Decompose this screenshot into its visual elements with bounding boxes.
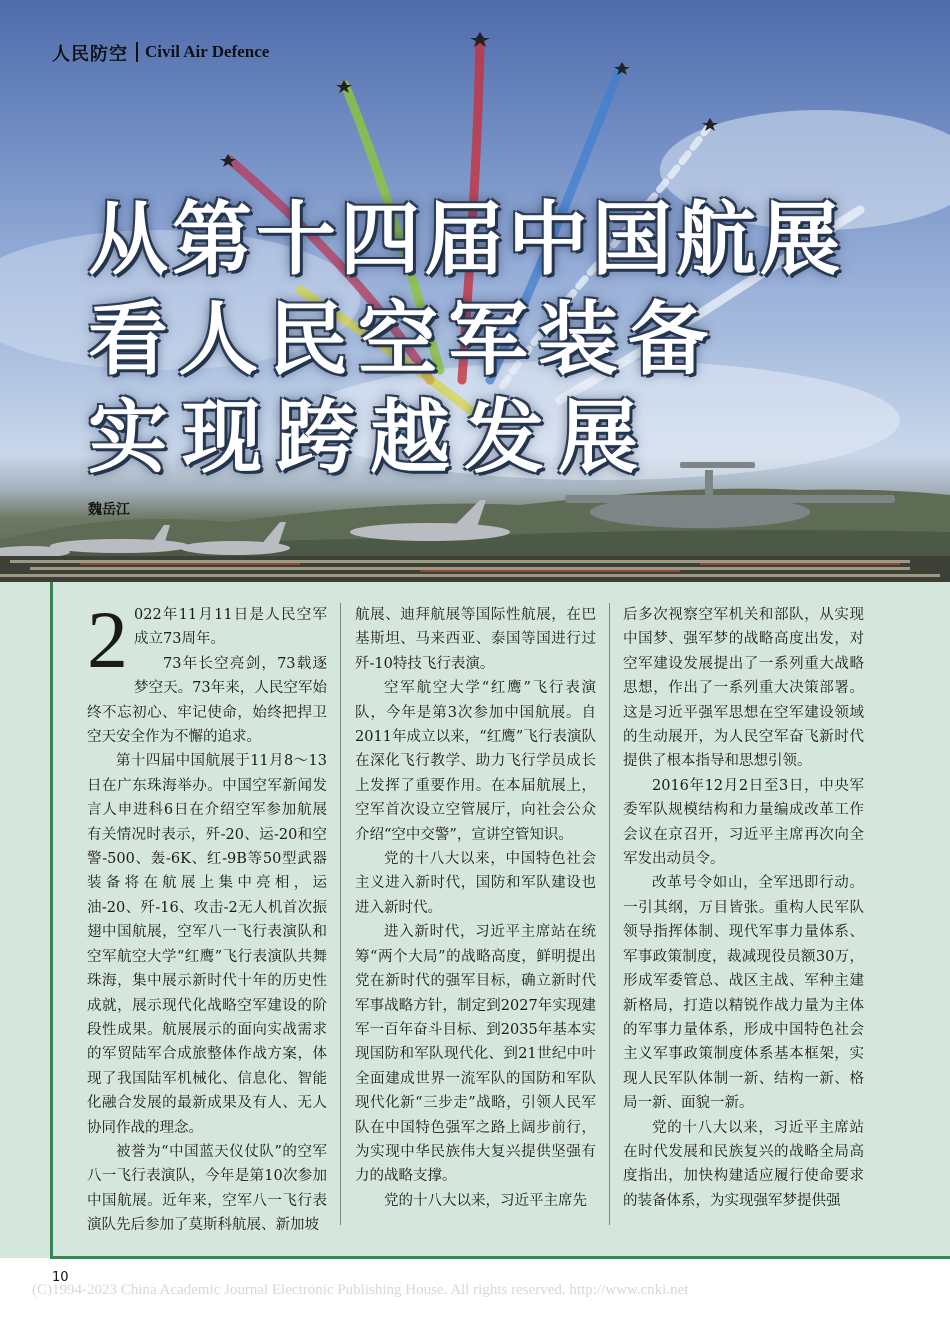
paragraph: 空军航空大学“红鹰”飞行表演队，今年是第3次参加中国航展。自2011年成立以来，“红鹰”飞行表演队在深化飞行教学、助力飞行学员成长上发挥了重要作用。在本届航展上，空军首次设立空管展厅，向社会公众介绍“空中交警”，宣讲空管知识。	[355, 680, 596, 843]
column-divider-1	[340, 603, 341, 1225]
text-column-2	[355, 603, 596, 1233]
text-column-1	[87, 594, 327, 1234]
paragraph: 2016年12月2日至3日，中央军委军队规模结构和力量编成改革工作会议在京召开，习近平主席再次向全军发出动员令。	[623, 777, 864, 868]
paragraph: 改革号令如山，全军迅即行动。一引其纲，万目皆张。重构人民军队领导指挥体制、现代军事力量体系、军事政策制度，裁减现役员额30万，形成军委管总、战区主战、军种主建新格局，打造以精锐作战力量为主体的军事力量体系，形成中国特色社会主义军事政策制度体系基本框架，实现人民军队体制一新、结构一新、格局一新、面貌一新。	[623, 875, 864, 1112]
paragraph: 被誉为“中国蓝天仪仗队”的空军八一飞行表演队，今年是第10次参加中国航展。近年来，空军八一飞行表演队先后参加了莫斯科航展、新加坡	[87, 1143, 327, 1234]
header-divider	[136, 42, 138, 62]
magazine-name-cn: 人民防空	[52, 44, 128, 65]
article-title-line-3: 实现跨越发展	[88, 391, 652, 484]
article-title-line-2: 看人民空军装备	[88, 293, 718, 386]
copyright-watermark: (C)1994-2023 China Academic Journal Electronic Publishing House. All rights reserved. http://www.cnki.net	[32, 1282, 689, 1298]
airshow-scene-illustration	[0, 0, 950, 582]
paragraph: 进入新时代，习近平主席站在统筹“两个大局”的战略高度，鲜明提出党在新时代的强军目标，确立新时代军事战略方针，制定到2027年实现建军一百年奋斗目标、到2035年基本实现国防和军队现代化、到21世纪中叶全面建成世界一流军队的国防和军队现代化新“三步走”战略，引领人民军队在中国特色强军之路上阔步前行，为实现中华民族伟大复兴提供坚强有力的战略支撑。	[355, 924, 596, 1185]
paragraph-continued: 后多次视察空军机关和部队，从实现中国梦、强军梦的战略高度出发，对空军建设发展提出了一系列重大战略思想，作出了一系列重大决策部署。这是习近平强军思想在空军建设领域的生动展开，为人民空军奋飞新时代提供了根本指导和思想引领。	[623, 607, 864, 770]
hero-photo	[0, 0, 950, 582]
article-author: 魏岳江	[88, 502, 130, 518]
paragraph: 73年长空亮剑，73载逐梦空天。73年来，人民空军始终不忘初心、牢记使命，始终把捍卫空天安全作为不懈的追求。	[87, 655, 327, 746]
page-number: 10	[52, 1270, 69, 1285]
text-column-3	[623, 603, 864, 1233]
frame-left-rule	[50, 582, 53, 1258]
paragraph-continued: 航展、迪拜航展等国际性航展，在巴基斯坦、马来西亚、泰国等国进行过歼-10特技飞行表演。	[355, 607, 596, 672]
article-title-line-1: 从第十四届中国航展	[88, 193, 844, 286]
paragraph-opening-lead: 022年11月11日是人民空军成立73周年。	[134, 607, 327, 648]
frame-bottom-rule	[50, 1256, 950, 1259]
paragraph: 党的十八大以来，中国特色社会主义进入新时代，国防和军队建设也进入新时代。	[355, 851, 596, 916]
paragraph: 党的十八大以来，习近平主席先	[384, 1192, 587, 1209]
magazine-name-en: Civil Air Defence	[145, 42, 270, 61]
paragraph-opening	[87, 594, 327, 685]
dropcap: 2	[87, 594, 128, 685]
column-divider-2	[609, 603, 610, 1225]
paragraph: 第十四届中国航展于11月8～13日在广东珠海举办。中国空军新闻发言人申进科6日在介绍空军参加航展有关情况时表示，歼-20、运-20和空警-500、轰-6K、红-9B等50型武器装备将在航展上集中亮相，运油-20、歼-16、攻击-2无人机首次振翅中国航展，空军八一飞行表演队和空军航空大学“红鹰”飞行表演队共舞珠海，集中展示新时代十年的历史性成就，展示现代化战略空军建设的阶段性成果。航展展示的面向实战需求的军贸陆军合成旅整体作战方案，体现了我国陆军机械化、信息化、智能化融合发展的最新成果及有人、无人协同作战的理念。	[87, 753, 327, 1136]
paragraph: 党的十八大以来，习近平主席站在时代发展和民族复兴的战略全局高度指出，加快构建适应履行使命要求的装备体系，为实现强军梦提供强	[623, 1119, 864, 1209]
